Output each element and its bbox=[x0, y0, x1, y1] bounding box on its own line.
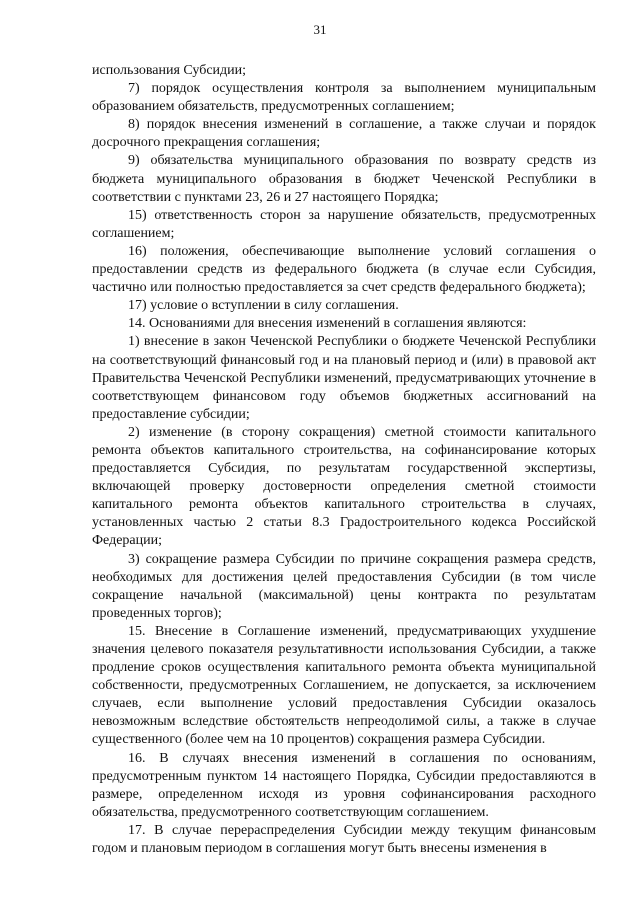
paragraph: 17. В случае перераспределения Субсидии между текущим финансовым годом и плановым периодом в соглашения могут быть внесены изменения в bbox=[92, 822, 596, 857]
paragraph: 2) изменение (в сторону сокращения) сметной стоимости капитального ремонта объектов капитального строительства, на софинансирование которых предоставляется Субсидия, по результатам государственной экспертизы, включающей проверку достоверности определения сметной стоимости капитального ремонта объектов капитального строительства в случаях, установленных частью 2 статьи 8.3 Градостроительного кодекса Российской Федерации; bbox=[92, 424, 596, 549]
paragraph: 8) порядок внесения изменений в соглашение, а также случаи и порядок досрочного прекращения соглашения; bbox=[92, 117, 596, 151]
paragraph: 14. Основаниями для внесения изменений в соглашения являются: bbox=[128, 316, 527, 332]
paragraph: 17) условие о вступлении в силу соглашения. bbox=[128, 298, 399, 314]
paragraph: 9) обязательства муниципального образования по возврату средств из бюджета муниципального образования в бюджет Чеченской Республики в соответствии с пунктами 23, 26 и 27 настоящего Порядка; bbox=[92, 153, 596, 205]
page-number: 31 bbox=[313, 22, 327, 37]
paragraph: использования Субсидии; bbox=[92, 63, 247, 78]
paragraph: 16. В случаях внесения изменений в соглашения по основаниям, предусмотренным пунктом 14 настоящего Порядка, Субсидии предоставляются в размере, определенном исходя из уровня софинансирования расходного обязательства, предусмотренного соответствующим соглашением. bbox=[92, 750, 596, 820]
paragraph: 15) ответственность сторон за нарушение обязательств, предусмотренных соглашением; bbox=[92, 207, 596, 241]
paragraph: 7) порядок осуществления контроля за выполнением муниципальным образованием обязательств, предусмотренных соглашением; bbox=[92, 81, 596, 115]
paragraph: 16) положения, обеспечивающие выполнение условий соглашения о предоставлении средств из федерального бюджета (в случае если Субсидия, частично или полностью предоставляется за счет средств федерального бюджета); bbox=[92, 243, 596, 296]
document-body bbox=[92, 62, 596, 858]
paragraph: 15. Внесение в Соглашение изменений, предусматривающих ухудшение значения целевого показателя результативности использования Субсидии, а также продление сроков осуществления капитального ремонта объекта муниципальной собственности, предусмотренных Соглашением, не допускается, за исключением случаев, если выполнение условий предоставления Субсидии оказалось невозможным вследствие обстоятельств непреодолимой силы, а также в случае существенного (более чем на 10 процентов) сокращения размера Субсидии. bbox=[92, 623, 596, 748]
paragraph: 1) внесение в закон Чеченской Республики о бюджете Чеченской Республики на соответствующий финансовый год и на плановый период и (или) в правовой акт Правительства Чеченской Республики изменений, предусматривающих уточнение в соответствующем финансовом году объемов бюджетных ассигнований на предоставление субсидии; bbox=[92, 334, 596, 422]
paragraph: 3) сокращение размера Субсидии по причине сокращения размера средств, необходимых для достижения целей предоставления Субсидии (в том числе сокращение начальной (максимальной) цены контракта по результатам проведенных торгов); bbox=[92, 551, 596, 621]
